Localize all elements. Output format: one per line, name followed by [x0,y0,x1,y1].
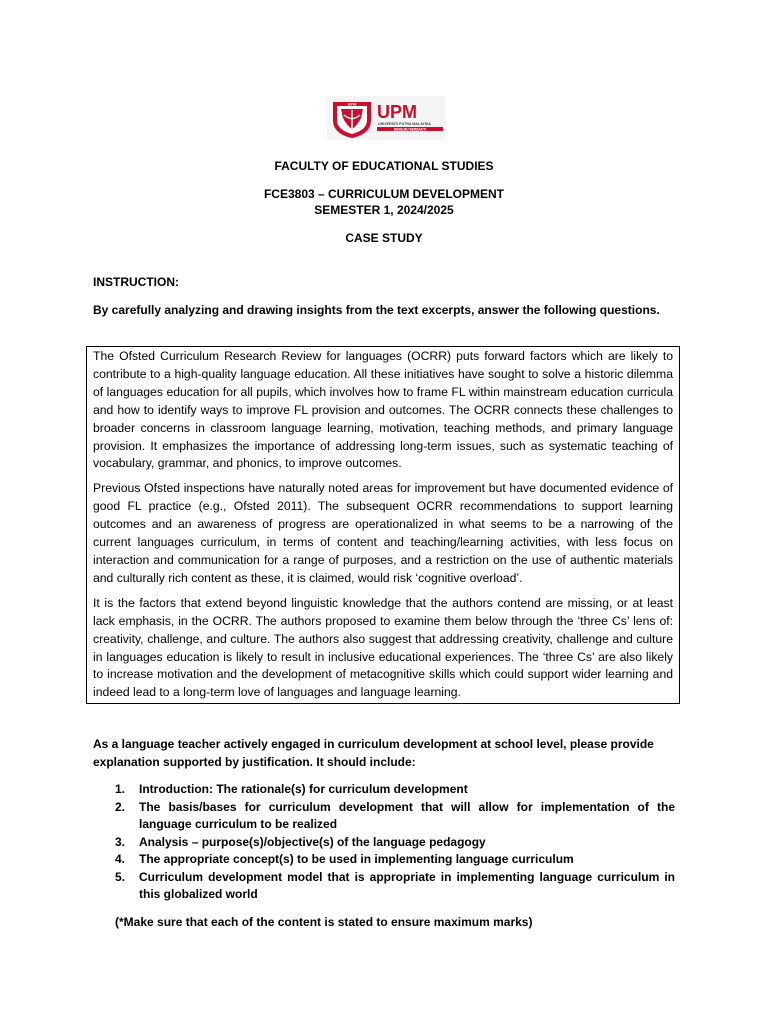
text-excerpt-box [86,346,680,704]
semester: SEMESTER 1, 2024/2025 [314,203,454,217]
emblem-text: UPM [347,101,357,107]
instruction-label: INSTRUCTION: [93,275,179,289]
list-item [93,834,675,852]
list-item [93,869,675,904]
list-item [93,851,675,869]
question-prompt: As a language teacher actively engaged in curriculum development at school level, please provide explanation supported by justification. It should include: [93,737,654,769]
logo-tagline: BERILMU BERBAKTI [394,127,426,132]
list-item-text: Introduction: The rationale(s) for curriculum development [139,782,468,796]
list-item-number: 2. [115,799,126,814]
list-item [93,799,675,834]
marks-note: (*Make sure that each of the content is stated to ensure maximum marks) [115,915,533,929]
course-title: FCE3803 – CURRICULUM DEVELOPMENT [263,187,505,201]
brand-text: UPM [377,102,417,122]
list-item-text: Analysis – purpose(s)/objective(s) of the language pedagogy [139,834,486,849]
list-item-text: Curriculum development model that is appropriate in implementing language curriculum in this globalized world [139,869,675,901]
faculty-title: FACULTY OF EDUCATIONAL STUDIES [274,159,494,173]
list-item-number: 3. [115,834,126,849]
list-item-number: 5. [115,869,126,884]
excerpt-paragraph: Previous Ofsted inspections have naturally noted areas for improvement but have documented evidence of good FL practice (e.g., Ofsted 2011). The subsequent OCRR recommendations to support learning outcomes and an awareness of progress are operationalized in what seems to be a narrowing of the current languages curriculum, in terms of content and teaching/learning activities, with less focus on interaction and communication for a range of purposes, and a restriction on the use of authentic materials and culturally rich content as these, it is claimed, would risk ‘cognitive overload’. [93,481,673,585]
list-item [93,781,675,799]
excerpt-paragraph: It is the factors that extend beyond linguistic knowledge that the authors contend are missing, or at least lack emphasis, in the OCRR. The authors proposed to examine them below through the ‘three Cs’ lens of: creativity, challenge, and culture. The authors also suggest that addressing creativity, challenge and culture in languages education is likely to result in inclusive educational experiences. The ‘three Cs’ are also likely to increase motivation and the development of metacognitive skills which could support wider learning and indeed lead to a long-term love of languages and language learning. [93,595,673,700]
list-item-text: The basis/bases for curriculum development that will allow for implementation of the language curriculum to be realized [139,799,675,831]
list-item-text: The appropriate concept(s) to be used in implementing language curriculum [139,852,574,866]
university-name: UNIVERSITI PUTRA MALAYSIA [378,122,431,126]
document-type: CASE STUDY [345,231,423,245]
instruction-text: By carefully analyzing and drawing insights from the text excerpts, answer the following questions. [93,303,660,317]
requirements-list [93,781,675,904]
list-item-number: 1. [115,782,126,796]
upm-logo [327,96,445,140]
excerpt-paragraph: The Ofsted Curriculum Research Review for languages (OCRR) puts forward factors which are likely to contribute to a high-quality language education. All these initiatives have sought to solve a historic dilemma of languages education for all pupils, which involves how to frame FL within mainstream education curricula and how to identify ways to improve FL provision and outcomes. The OCRR connects these challenges to broader concerns in classroom language learning, motivation, teaching methods, and primary language provision. It emphasizes the importance of addressing long-term issues, such as systematic teaching of vocabulary, grammar, and phonics, to improve outcomes. [93,349,673,471]
list-item-number: 4. [115,852,126,866]
